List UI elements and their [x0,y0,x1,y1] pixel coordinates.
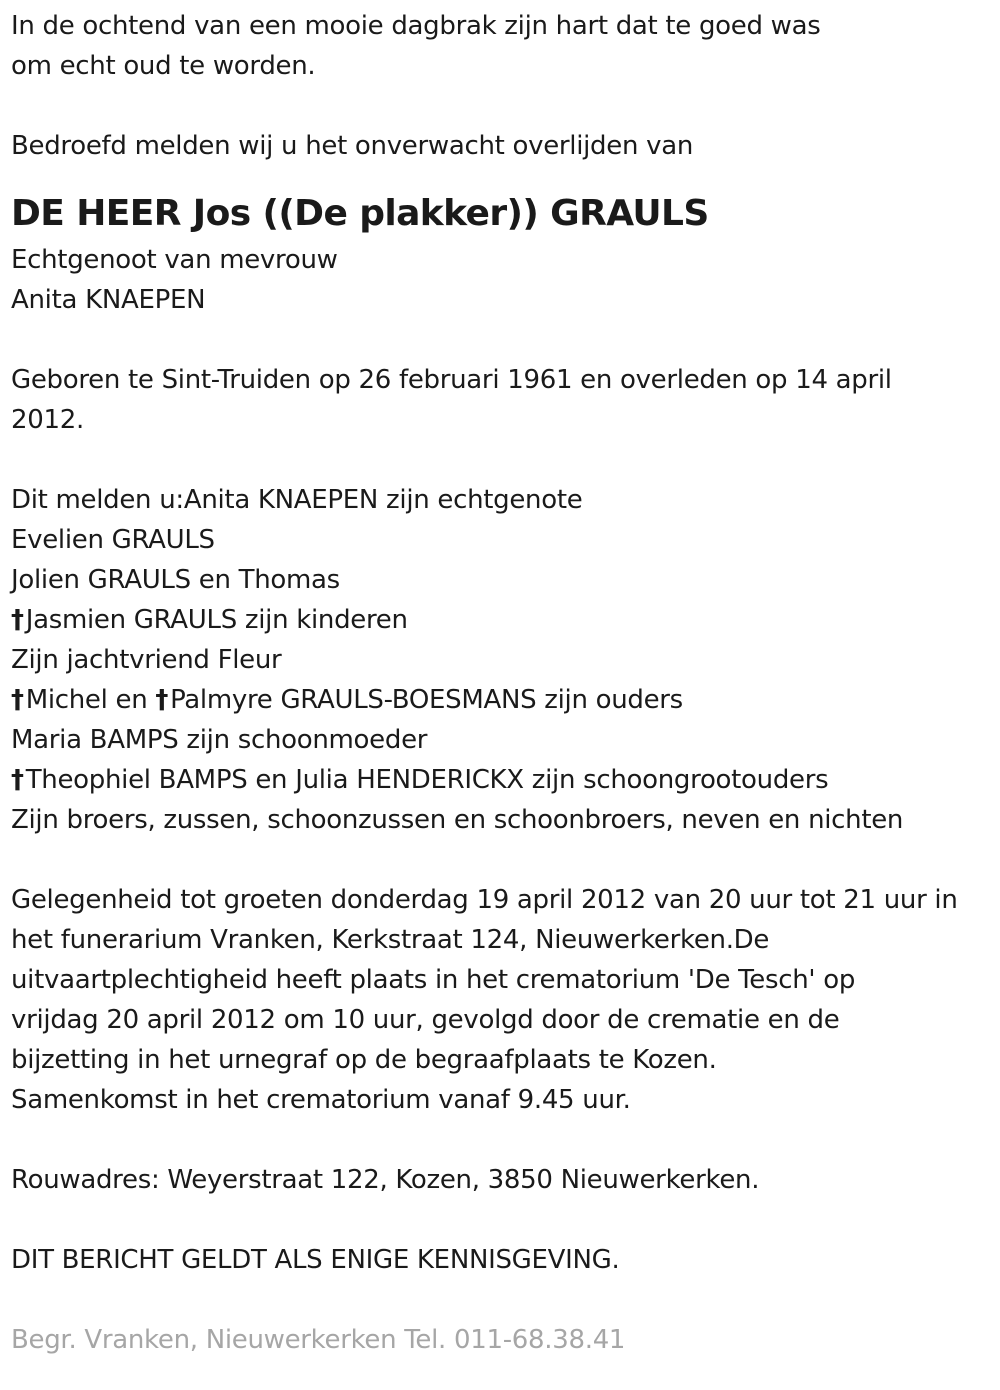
family-line-2: Evelien GRAULS [11,525,215,555]
birth-death-line-1: Geboren te Sint-Truiden op 26 februari 1961 en overleden op 14 april [11,365,892,395]
family-line-4 [11,600,996,640]
spacer [11,320,996,360]
family-line-8 [11,760,996,800]
family-line-6 [11,680,996,720]
notice-text: DIT BERICHT GELDT ALS ENIGE KENNISGEVING. [11,1245,620,1275]
spacer [11,440,996,480]
spacer [11,840,996,880]
spacer [11,166,996,188]
spacer [11,1280,996,1320]
ceremony-line-6: Samenkomst in het crematorium vanaf 9.45 uur. [11,1085,631,1115]
family-line-3: Jolien GRAULS en Thomas [11,565,340,595]
spouse-line-2: Anita KNAEPEN [11,285,206,315]
deceased-name: DE HEER Jos ((De plakker)) GRAULS [11,193,709,234]
family-line-1: Dit melden u:Anita KNAEPEN zijn echtgenote [11,485,583,515]
family-line-7: Maria BAMPS zijn schoonmoeder [11,725,428,755]
ceremony-line-1: Gelegenheid tot groeten donderdag 19 april 2012 van 20 uur tot 21 uur in [11,885,958,915]
family-line-9: Zijn broers, zussen, schoonzussen en schoonbroers, neven en nichten [11,805,904,835]
ceremony-line-3: uitvaartplechtigheid heeft plaats in het crematorium 'De Tesch' op [11,965,856,995]
cross-icon: † [11,685,24,715]
ceremony-line-5: bijzetting in het urnegraf op de begraafplaats te Kozen. [11,1045,717,1075]
mourning-address: Rouwadres: Weyerstraat 122, Kozen, 3850 Nieuwerkerken. [11,1165,760,1195]
announcement-text: Bedroefd melden wij u het onverwacht overlijden van [11,131,694,161]
cross-icon: † [11,765,24,795]
obituary-document [11,6,996,1360]
intro-line-2: om echt oud te worden. [11,51,316,81]
family-line-6a-text: Michel en [25,685,148,715]
ceremony-line-2: het funerarium Vranken, Kerkstraat 124, Nieuwerkerken.De [11,925,770,955]
spouse-line-1: Echtgenoot van mevrouw [11,245,338,275]
footer-undertaker: Begr. Vranken, Nieuwerkerken Tel. 011-68.38.41 [11,1325,626,1355]
family-line-5: Zijn jachtvriend Fleur [11,645,282,675]
family-line-8-text: Theophiel BAMPS en Julia HENDERICKX zijn schoongrootouders [25,765,829,795]
family-line-6b-text: Palmyre GRAULS-BOESMANS zijn ouders [170,685,683,715]
family-line-4-text: Jasmien GRAULS zijn kinderen [25,605,408,635]
cross-icon: † [155,685,169,715]
ceremony-line-4: vrijdag 20 april 2012 om 10 uur, gevolgd door de crematie en de [11,1005,840,1035]
cross-icon: † [11,605,24,635]
spacer [11,1120,996,1160]
intro-line-1: In de ochtend van een mooie dagbrak zijn hart dat te goed was [11,11,821,41]
spacer [11,1200,996,1240]
birth-death-line-2: 2012. [11,405,84,435]
spacer [11,86,996,126]
